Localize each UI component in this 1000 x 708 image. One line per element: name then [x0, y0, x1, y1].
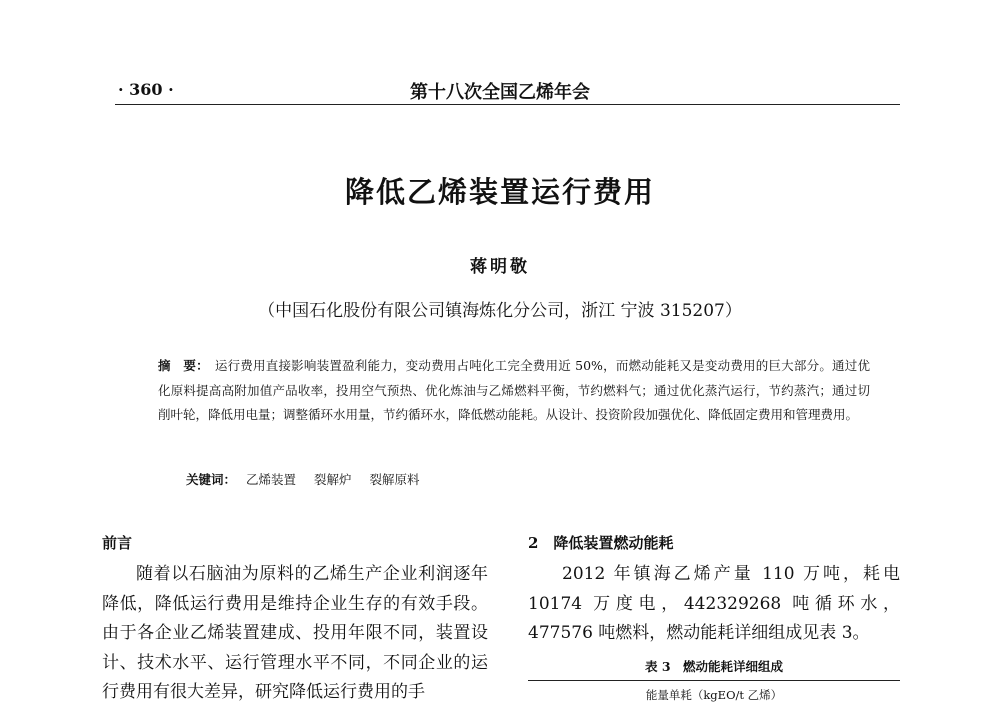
keyword-item: 裂解原料 [369, 472, 420, 487]
keyword-item: 乙烯装置 [246, 472, 297, 487]
table-top-rule [528, 680, 900, 681]
article-title: 降低乙烯装置运行费用 [344, 175, 655, 209]
author-name: 蒋明敬 [470, 257, 530, 277]
author-affiliation: （中国石化股份有限公司镇海炼化分公司，浙江 宁波 315207） [258, 301, 742, 321]
keywords-label: 关键词： [186, 472, 237, 487]
abstract-text: 运行费用直接影响装置盈利能力，变动费用占吨化工完全费用近 50%，而燃动能耗又是变动费用的巨大部分。通过优化原料提高高附加值产品收率，投用空气预热、优化炼油与乙烯燃料平衡，节约燃料气；通过优化蒸汽运行，节约蒸汽；通过切削叶轮，降低用电量；调整循环水用量，节约循环水，降低燃动能耗。从设计、投资阶段加强优化、降低固定费用和管理费用。 [158, 358, 870, 422]
section-heading-preface: 前言 [102, 534, 133, 552]
keyword-item: 裂解炉 [314, 472, 352, 487]
header-rule [115, 104, 900, 105]
preface-paragraph: 随着以石脑油为原料的乙烯生产企业利润逐年降低，降低运行费用是维持企业生存的有效手段。由于各企业乙烯装置建成、投用年限不同，装置设计、技术水平、运行管理水平不同，不同企业的运行费用有很大差异，研究降低运行费用的手 [102, 564, 488, 702]
table-column-header: 能量单耗（kgEO/t 乙烯） [645, 688, 783, 702]
table-caption: 表 3 燃动能耗详细组成 [644, 659, 784, 674]
running-title: 第十八次全国乙烯年会 [410, 82, 590, 103]
section-2-paragraph: 2012 年镇海乙烯产量 110 万吨，耗电 10174 万度电，442329268 吨循环水，477576 吨燃料，燃动能耗详细组成见表 3。 [528, 564, 900, 643]
abstract-label: 摘 要： [158, 358, 209, 373]
keywords [186, 470, 434, 488]
page-number: · 360 · [118, 80, 174, 99]
section-heading-2: 2 降低装置燃动能耗 [528, 534, 674, 552]
abstract [158, 354, 870, 428]
